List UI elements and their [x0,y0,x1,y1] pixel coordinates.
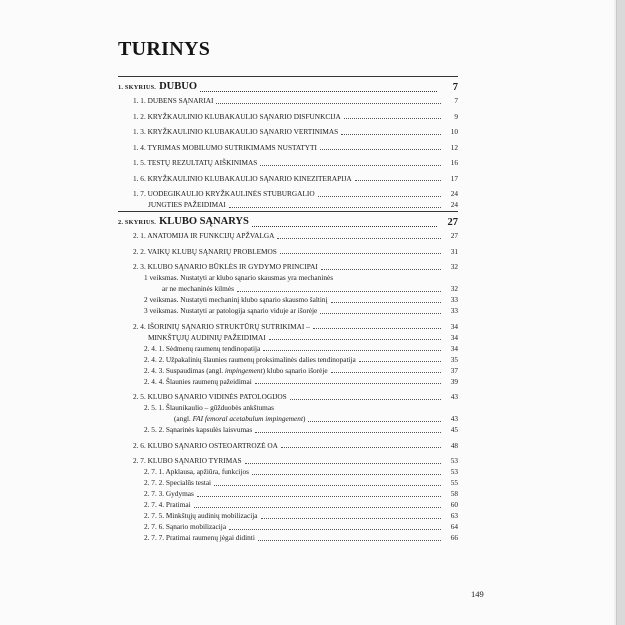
toc-entry-page: 33 [450,295,458,304]
toc-entry[interactable] [118,499,458,510]
dot-leader [341,134,441,135]
dot-leader [321,269,441,270]
dot-leader [320,313,441,314]
toc-entry-text: 2. 5. 1. Šlaunikaulio – gūžduobės ankštumas [144,403,274,412]
chapter-title: DUBUO [159,81,197,92]
toc-entry[interactable] [118,111,458,122]
toc-entry-text: 2. 2. VAIKŲ KLUBŲ SĄNARIŲ PROBLEMOS [133,246,277,256]
toc-entry-text: 1. 5. TESTŲ REZULTATŲ AIŠKINIMAS [133,158,258,167]
toc-entry-text: ar ne mechaninės kilmės [162,284,234,293]
toc-entry-page: 17 [450,173,458,183]
chapter-prefix: 2. SKYRIUS. [118,219,157,226]
toc-entry-page: 43 [450,392,458,401]
toc-entry-page: 48 [450,440,458,450]
dot-leader [252,226,437,227]
toc-entry[interactable] [118,332,458,343]
toc-entry-page: 10 [450,127,458,136]
dot-leader [245,463,441,464]
chapter-page: 27 [447,217,458,228]
dot-leader [313,328,441,329]
toc-entry-text: 1. 1. DUBENS SĄNARIAI [133,96,214,105]
divider [118,211,458,212]
toc-entry-text: 2. 3. KLUBO SĄNARIO BŪKLĖS IR GYDYMO PRINCIPAI [133,262,318,271]
dot-leader [331,372,441,373]
toc-entry-page: 31 [450,246,458,256]
dot-leader [277,238,441,239]
toc-entry-text: 2. 7. KLUBO SĄNARIO TYRIMAS [133,456,242,465]
toc-entry-text: 1. 3. KRYŽKAULINIO KLUBAKAULIO SĄNARIO VERTINIMAS [133,127,339,136]
table-of-contents [118,76,458,543]
dot-leader [359,361,441,362]
toc-entry[interactable] [118,188,458,199]
toc-entry-text: 2. 7. 2. Specialūs testai [144,478,212,487]
toc-entry-page: 43 [450,414,458,423]
toc-entry[interactable] [118,272,458,283]
toc-entry[interactable] [118,157,458,168]
dot-leader [280,253,441,254]
chapter-page: 7 [452,82,458,93]
toc-entry[interactable] [118,95,458,106]
toc-entry[interactable] [118,354,458,365]
toc-entry-text: 1. 7. UODEGIKAULIO KRYŽKAULINĖS STUBURGALIO [133,189,315,198]
toc-entry-page: 35 [450,354,458,364]
dot-leader [308,421,441,422]
toc-entry-text: JUNGTIES PAŽEIDIMAI [148,200,226,209]
dot-leader [261,518,442,519]
chapter-title: KLUBO SĄNARYS [159,216,249,227]
toc-entry-page: 58 [450,489,458,498]
toc-entry-text: 2. 7. 4. Pratimai [144,500,191,509]
toc-entry[interactable] [118,343,458,354]
toc-entry-page: 34 [450,332,458,342]
toc-entry-text: 2. 6. KLUBO SĄNARIO OSTEOARTROZĖ OA [133,440,278,450]
toc-entry-page: 66 [450,533,458,542]
toc-entry[interactable] [118,283,458,294]
toc-entry-text: MINKŠTŲJŲ AUDINIŲ PAŽEIDIMAI [148,332,266,342]
dot-leader [263,350,441,351]
dot-leader [200,91,437,92]
toc-entry[interactable] [118,413,458,424]
toc-entry[interactable] [118,305,458,316]
toc-entry-text: 2. 7. 1. Apklausa, apžiūra, funkcijos [144,467,249,476]
toc-entry[interactable] [118,521,458,532]
toc-entry[interactable] [118,466,458,477]
toc-entry-page: 64 [450,522,458,531]
toc-entry-page: 45 [450,425,458,434]
toc-entry-page: 24 [450,200,458,209]
toc-entry[interactable] [118,532,458,543]
toc-entry-page: 16 [450,158,458,167]
dot-leader [237,291,441,292]
dot-leader [258,540,441,541]
toc-entry-text: 2. 1. ANATOMIJA IR FUNKCIJŲ APŽVALGA [133,231,275,240]
toc-entry-text: 2 veiksmas. Nustatyti mechaninį klubo sąnario skausmo šaltinį [144,295,328,304]
dot-leader [320,149,441,150]
toc-entry-page: 9 [454,111,458,121]
toc-entry[interactable] [118,440,458,451]
toc-entry[interactable] [118,376,458,387]
toc-entry-text: 2. 5. 2. Sąnarinės kapsulės laisvumas [144,425,253,434]
toc-entry-page: 32 [450,262,458,271]
toc-entry-page: 12 [450,142,458,152]
toc-entry[interactable] [118,173,458,184]
toc-entry[interactable] [118,477,458,488]
toc-entry-page: 53 [450,456,458,465]
toc-entry[interactable] [118,510,458,521]
toc-entry-text: 2. 7. 6. Sąnario mobilizacija [144,522,227,531]
toc-entry-text: 2. 4. 3. Suspaudimas (angl. impingement) klubo sąnario išorėje [144,365,328,375]
toc-entry-text: 1 veiksmas. Nustatyti ar klubo sąnario skausmas yra mechaninės [144,273,334,282]
toc-entry[interactable] [118,365,458,376]
toc-entry-page: 24 [450,189,458,198]
toc-chapter-2[interactable] [118,215,458,230]
toc-entry-text: 2. 7. 5. Minkštųjų audinių mobilizacija [144,511,258,520]
toc-entry-page: 34 [450,321,458,331]
toc-entry-page: 53 [450,467,458,476]
toc-entry-page: 39 [450,376,458,386]
toc-entry[interactable] [118,488,458,499]
dot-leader [260,165,441,166]
dot-leader [214,485,441,486]
page-number: 149 [471,589,484,599]
divider [118,76,458,77]
dot-leader [255,383,441,384]
toc-entry[interactable] [118,230,458,241]
dot-leader [194,507,441,508]
toc-chapter-1[interactable] [118,80,458,95]
toc-entry[interactable] [118,199,458,210]
toc-entry-page: 33 [450,306,458,315]
dot-leader [318,196,441,197]
toc-entry-text: 1. 4. TYRIMAS MOBILUMO SUTRIKIMAMS NUSTATYTI [133,142,317,152]
toc-entry-page: 55 [450,478,458,487]
toc-entry[interactable] [118,126,458,137]
dot-leader [252,474,441,475]
toc-entry-page: 37 [450,365,458,375]
toc-entry[interactable] [118,391,458,402]
toc-entry-text: (angl. FAI femoral acetabulum impingement) [174,414,306,423]
dot-leader [229,529,441,530]
toc-entry[interactable] [118,261,458,272]
dot-leader [355,180,441,181]
toc-entry-page: 63 [450,511,458,520]
toc-entry[interactable] [118,142,458,153]
toc-entry-page: 32 [450,284,458,293]
toc-entry[interactable] [118,424,458,435]
dot-leader [344,118,441,119]
page-title: TURINYS [118,38,211,60]
dot-leader [255,432,441,433]
toc-entry-text: 1. 6. KRYŽKAULINIO KLUBAKAULIO SĄNARIO KINEZITERAPIJA [133,173,352,183]
toc-entry[interactable] [118,246,458,257]
toc-entry-text: 1. 2. KRYŽKAULINIO KLUBAKAULIO SĄNARIO DISFUNKCIJA [133,111,341,121]
toc-entry-text: 2. 4. IŠORINIŲ SĄNARIO STRUKTŪRŲ SUTRIKIMAI – [133,321,310,331]
dot-leader [197,496,441,497]
toc-entry[interactable] [118,455,458,466]
toc-entry-page: 60 [450,500,458,509]
dot-leader [290,399,441,400]
toc-entry-page: 34 [450,343,458,353]
chapter-prefix: 1. SKYRIUS. [118,84,157,91]
toc-entry-text: 2. 7. 3. Gydymas [144,489,194,498]
dot-leader [216,103,441,104]
toc-entry-text: 2. 4. 2. Užpakalinių šlaunies raumenų proksimalinės dalies tendinopatija [144,354,356,364]
toc-entry-text: 2. 7. 7. Pratimai raumenų jėgai didinti [144,533,255,542]
toc-entry-text: 2. 4. 1. Sėdmenų raumenų tendinopatija [144,343,261,353]
dot-leader [269,339,441,340]
toc-entry[interactable] [118,321,458,332]
toc-entry-text: 3 veiksmas. Nustatyti ar patologija sąnario viduje ar išorėje [144,306,318,315]
dot-leader [331,302,441,303]
toc-entry-page: 7 [454,96,458,105]
toc-entry-page: 27 [450,231,458,240]
dot-leader [281,447,441,448]
toc-entry-text: 2. 4. 4. Šlaunies raumenų pažeidimai [144,376,252,386]
toc-entry-text: 2. 5. KLUBO SĄNARIO VIDINĖS PATOLOGIJOS [133,392,287,401]
toc-entry[interactable] [118,402,458,413]
toc-entry[interactable] [118,294,458,305]
dot-leader [229,207,441,208]
